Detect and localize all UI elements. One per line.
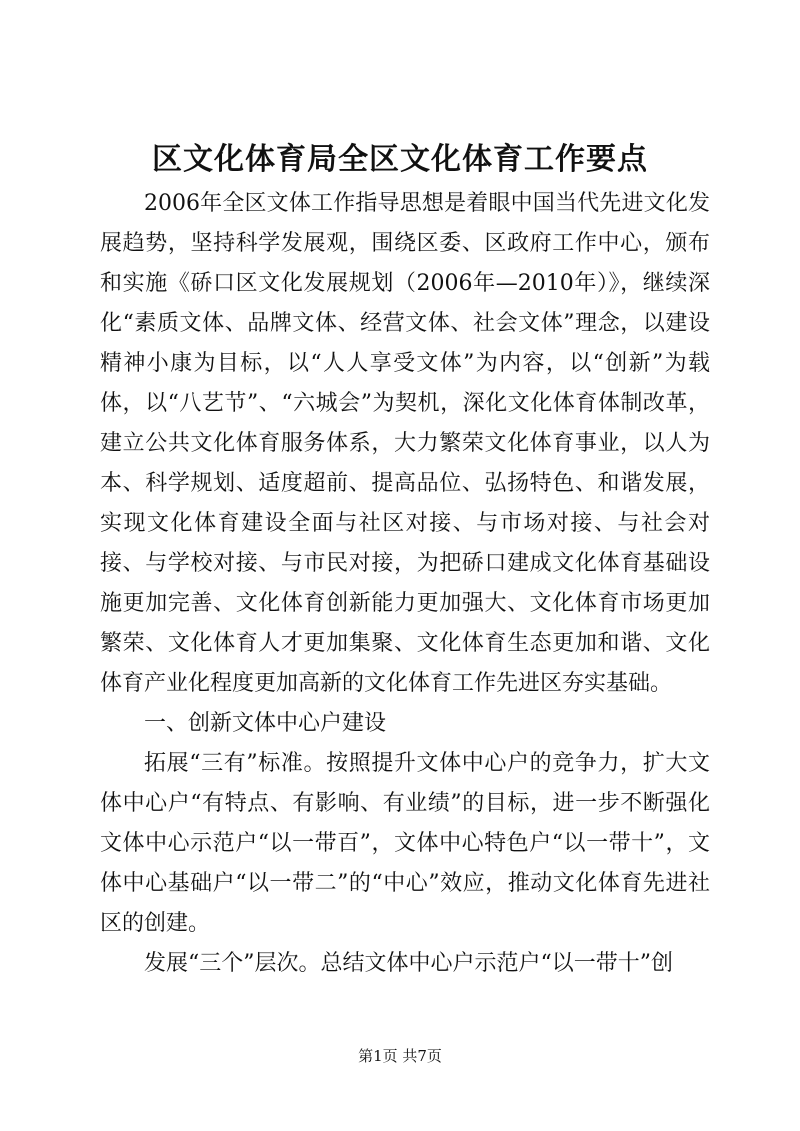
paragraph-three-levels: 发展“三个”层次。总结文体中心户示范户“以一带十”创	[144, 951, 673, 976]
section-heading-1: 一、创新文体中心户建设	[144, 711, 387, 736]
paragraph-guiding-ideology: 2006年全区文体工作指导思想是着眼中国当代先进文化发展趋势，坚持科学发展观，围绕区委、区政府工作中心，颁布和实施《硚口区文化发展规划（2006年—2010年）》，继续深化“素质文体、品牌文体、经营文体、社会文体”理念，以建设精神小康为目标，以“人人享受文体”为内容，以“创新”为载体，以“八艺节”、“六城会”为契机，深化文化体育体制改革，建立公共文化体育服务体系，大力繁荣文化体育事业，以人为本、科学规划、适度超前、提高品位、弘扬特色、和谐发展，实现文化体育建设全面与社区对接、与市场对接、与社会对接、与学校对接、与市民对接，为把硚口建成文化体育基础设施更加完善、文化体育创新能力更加强大、文化体育市场更加繁荣、文化体育人才更加集聚、文化体育生态更加和谐、文化体育产业化程度更加高新的文化体育工作先进区夯实基础。	[100, 191, 710, 696]
document-title: 区文化体育局全区文化体育工作要点	[152, 142, 648, 177]
page-number-footer: 第1页 共7页	[358, 1047, 442, 1065]
paragraph-three-haves: 拓展“三有”标准。按照提升文体中心户的竞争力，扩大文体中心户“有特点、有影响、有业绩”的目标，进一步不断强化文体中心示范户“以一带百”，文体中心特色户“以一带十”，文体中心基础户“以一带二”的“中心”效应，推动文化体育先进社区的创建。	[100, 751, 710, 936]
document-body	[100, 184, 710, 984]
